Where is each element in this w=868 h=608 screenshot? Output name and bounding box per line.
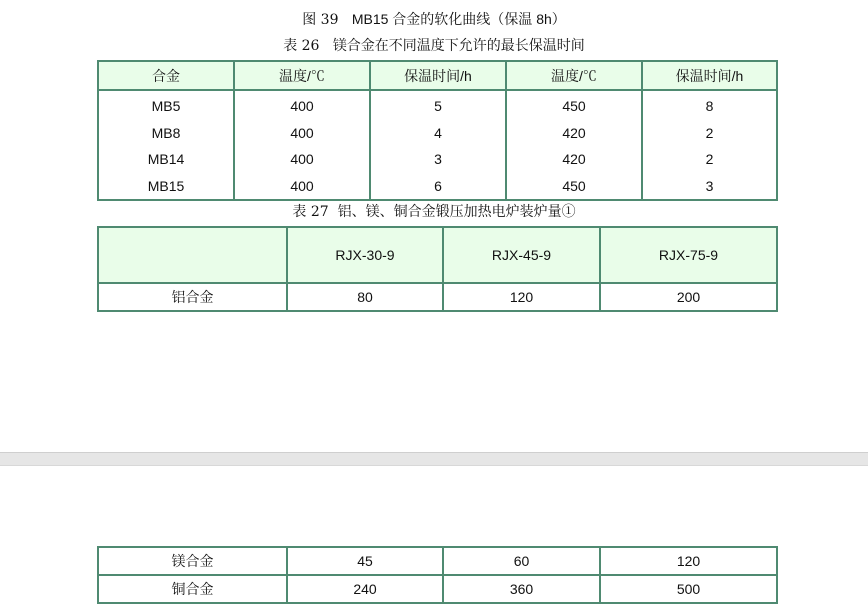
table-cell: 120	[600, 547, 777, 575]
table-27-continued	[97, 546, 778, 604]
table-cell: 400	[234, 120, 370, 147]
table-cell: 6	[370, 173, 506, 201]
table-cell: 120	[443, 283, 600, 311]
figure-39-caption	[0, 10, 868, 29]
header-holding-time: 保温时间/h	[370, 61, 506, 90]
table-cell: 420	[506, 146, 642, 173]
table-header-row	[98, 61, 777, 90]
table-cell: MB14	[98, 146, 234, 173]
table-cell: 400	[234, 90, 370, 120]
table-cell: 240	[287, 575, 443, 603]
table-cell: 200	[600, 283, 777, 311]
table-row	[98, 90, 777, 120]
table-cell: 400	[234, 146, 370, 173]
table-cell: 8	[642, 90, 777, 120]
table-cell: 4	[370, 120, 506, 147]
table-27-title: 铝、镁、铜合金锻压加热电炉装炉量①	[337, 204, 576, 220]
row-label: 镁合金	[98, 547, 287, 575]
table-27-caption	[0, 203, 868, 221]
table-26-label: 表 26	[283, 38, 320, 54]
header-temperature: 温度/℃	[506, 61, 642, 90]
table-27	[97, 226, 778, 312]
header-temperature: 温度/℃	[234, 61, 370, 90]
table-header-row	[98, 227, 777, 283]
table-cell: 450	[506, 173, 642, 201]
table-cell: 60	[443, 547, 600, 575]
header-alloy: 合金	[98, 61, 234, 90]
figure-caption-text: MB15 合金的软化曲线（保温 8h）	[351, 11, 566, 27]
table-cell: 2	[642, 146, 777, 173]
table-cell: MB5	[98, 90, 234, 120]
table-cell: 360	[443, 575, 600, 603]
table-row	[98, 547, 777, 575]
table-cell: 400	[234, 173, 370, 201]
page-separator	[0, 452, 868, 466]
figure-label: 图 39	[302, 12, 339, 28]
table-27-label: 表 27	[292, 204, 329, 220]
header-furnace-rjx-45-9: RJX-45-9	[443, 227, 600, 283]
table-cell: 5	[370, 90, 506, 120]
table-cell: 45	[287, 547, 443, 575]
document-page-2	[0, 466, 868, 608]
table-row	[98, 575, 777, 603]
table-cell: MB8	[98, 120, 234, 147]
table-row	[98, 120, 777, 147]
table-26-title: 镁合金在不同温度下允许的最长保温时间	[332, 38, 585, 54]
table-cell: 420	[506, 120, 642, 147]
table-cell: 3	[370, 146, 506, 173]
header-furnace-rjx-30-9: RJX-30-9	[287, 227, 443, 283]
table-cell: 2	[642, 120, 777, 147]
table-row	[98, 283, 777, 311]
table-26-caption	[0, 37, 868, 55]
table-cell: 3	[642, 173, 777, 201]
row-label: 铝合金	[98, 283, 287, 311]
header-holding-time: 保温时间/h	[642, 61, 777, 90]
table-row	[98, 146, 777, 173]
table-cell: 80	[287, 283, 443, 311]
header-empty	[98, 227, 287, 283]
table-row	[98, 173, 777, 201]
header-furnace-rjx-75-9: RJX-75-9	[600, 227, 777, 283]
table-cell: 500	[600, 575, 777, 603]
table-cell: MB15	[98, 173, 234, 201]
row-label: 铜合金	[98, 575, 287, 603]
table-26	[97, 60, 778, 201]
table-cell: 450	[506, 90, 642, 120]
